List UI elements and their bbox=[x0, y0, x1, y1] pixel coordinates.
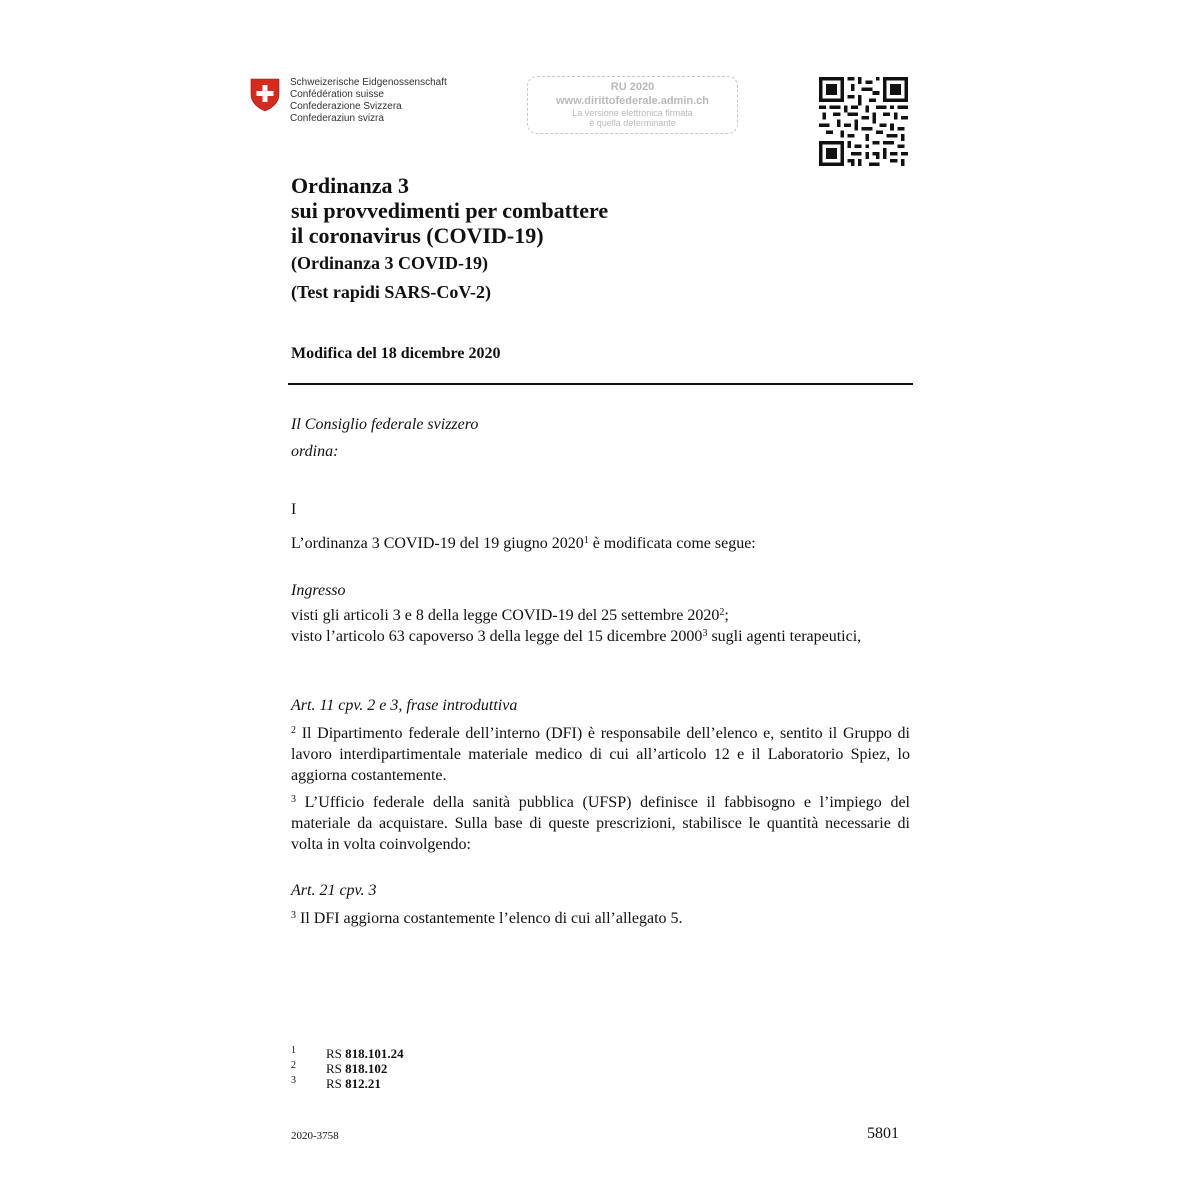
footnote-ref-3[interactable]: 3 bbox=[702, 628, 708, 639]
page-number: 5801 bbox=[867, 1125, 899, 1142]
art11-paragraph-3 bbox=[291, 792, 910, 855]
title-line-3: il coronavirus (COVID-19) bbox=[291, 223, 544, 248]
section-numeral: I bbox=[291, 501, 297, 518]
swiss-crest-icon bbox=[250, 78, 280, 112]
ingresso-line-2-end: sugli agenti terapeutici, bbox=[707, 628, 862, 645]
footnote-ref-1[interactable]: 1 bbox=[583, 535, 589, 546]
footnote-ref[interactable]: 818.102 bbox=[345, 1061, 388, 1076]
footnote-number: 2 bbox=[291, 1060, 296, 1071]
confed-name-de: Schweizerische Eidgenossenschaft bbox=[290, 77, 447, 88]
art11-paragraph-2 bbox=[291, 723, 910, 786]
art21-p3-text: Il DFI aggiorna costantemente l’elenco di cui all’allegato 5. bbox=[296, 910, 683, 927]
art21-paragraph-3 bbox=[291, 908, 683, 929]
qr-code-icon[interactable] bbox=[819, 77, 908, 166]
ingresso-line-1: visti gli articoli 3 e 8 della legge COVID-19 del 25 settembre 2020 bbox=[291, 607, 720, 624]
issuing-authority: Il Consiglio federale svizzero bbox=[291, 416, 479, 433]
stamp-url[interactable]: www.dirittofederale.admin.ch bbox=[555, 95, 709, 107]
ingresso-line-1-end: ; bbox=[724, 607, 729, 624]
intro-rest: è modificata come segue: bbox=[588, 535, 756, 552]
footnote-ref[interactable]: 812.21 bbox=[345, 1076, 381, 1091]
title-line-1: Ordinanza 3 bbox=[291, 173, 409, 198]
document-number: 2020-3758 bbox=[291, 1130, 339, 1142]
footnote-text bbox=[326, 1061, 387, 1076]
footnote-text bbox=[326, 1046, 404, 1061]
footnote-number: 1 bbox=[291, 1045, 296, 1056]
ordina-clause: ordina: bbox=[291, 443, 339, 460]
ingresso-text bbox=[291, 605, 913, 647]
confed-name-rm: Confederaziun svizra bbox=[290, 113, 384, 124]
official-publication-stamp bbox=[527, 76, 738, 134]
art11-p2-text: Il Dipartimento federale dell’interno (DFI) è responsabile dell’elenco e, sentito il Gruppo di lavoro interdipartimentale materiale medico di cui all’articolo 12 e il Laboratorio Spiez, lo aggiorna costantemente. bbox=[291, 725, 910, 784]
stamp-note-1: La versione elettronica firmata bbox=[572, 108, 693, 118]
amendment-date: Modifica del 18 dicembre 2020 bbox=[291, 345, 501, 362]
topic-title: (Test rapidi SARS-CoV-2) bbox=[291, 282, 492, 302]
title-divider bbox=[288, 383, 913, 385]
paragraph-number: 3 bbox=[291, 910, 296, 921]
stamp-note-2: è quella determinante bbox=[589, 118, 676, 128]
document-title bbox=[291, 173, 608, 248]
footnote-ref-2[interactable]: 2 bbox=[719, 607, 725, 618]
footnote-prefix: RS bbox=[326, 1076, 346, 1091]
footnote-prefix: RS bbox=[326, 1061, 346, 1076]
footnote-ref[interactable]: 818.101.24 bbox=[345, 1046, 404, 1061]
footnote-number: 3 bbox=[291, 1075, 296, 1086]
title-line-2: sui provvedimenti per combattere bbox=[291, 198, 609, 223]
ingresso-heading: Ingresso bbox=[291, 582, 346, 599]
stamp-collection: RU 2020 bbox=[610, 81, 655, 93]
short-title: (Ordinanza 3 COVID-19) bbox=[291, 253, 488, 273]
intro-paragraph bbox=[291, 533, 756, 554]
confed-name-it: Confederazione Svizzera bbox=[290, 101, 402, 112]
footnote-prefix: RS bbox=[326, 1046, 346, 1061]
ingresso-line-2: visto l’articolo 63 capoverso 3 della legge del 15 dicembre 2000 bbox=[291, 628, 703, 645]
confed-name-fr: Confédération suisse bbox=[290, 89, 384, 100]
intro-text: L’ordinanza 3 COVID-19 del 19 giugno 2020 bbox=[291, 535, 584, 552]
art11-p3-text: L’Ufficio federale della sanità pubblica (UFSP) definisce il fabbisogno e l’impiego del materiale da acquistare. Sulla base di queste prescrizioni, stabilisce le quantità necessarie di volta in volta coinvolgendo: bbox=[291, 794, 910, 853]
footnote-text bbox=[326, 1076, 381, 1091]
art11-heading: Art. 11 cpv. 2 e 3, frase introduttiva bbox=[291, 697, 518, 714]
art21-heading: Art. 21 cpv. 3 bbox=[291, 882, 377, 899]
paragraph-number: 2 bbox=[291, 725, 296, 736]
paragraph-number: 3 bbox=[291, 794, 296, 805]
confederation-names bbox=[290, 77, 447, 125]
